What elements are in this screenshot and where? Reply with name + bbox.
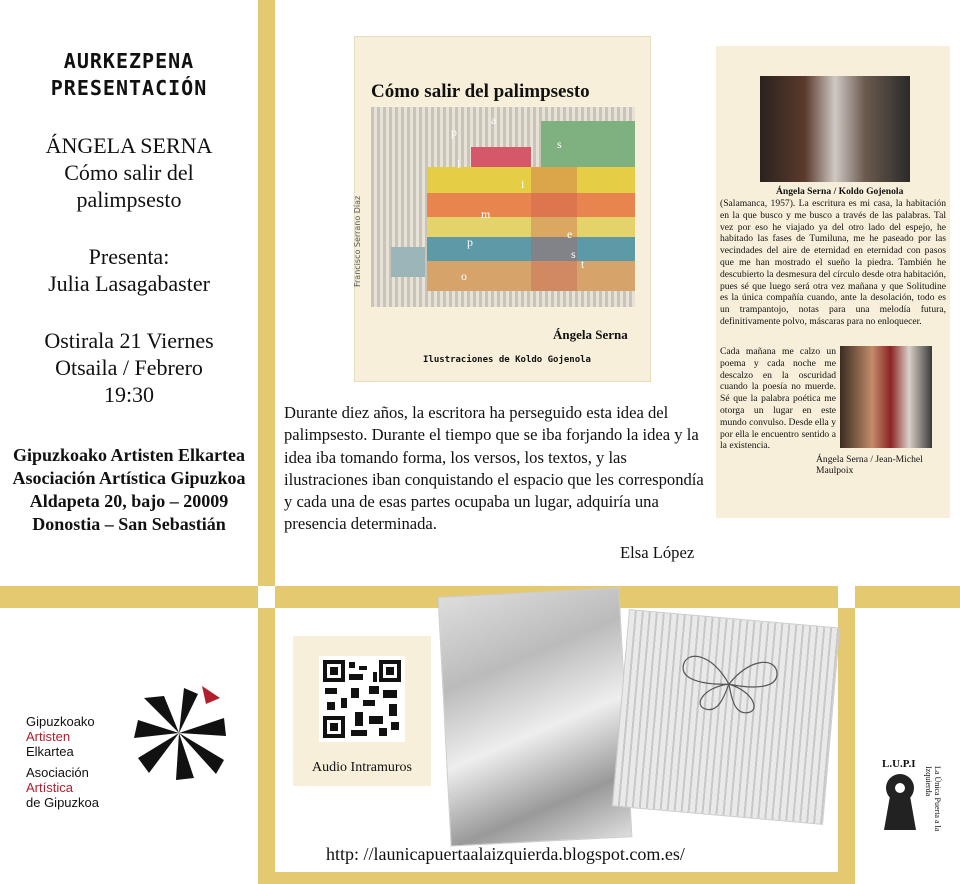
cover-letter: m xyxy=(481,207,491,221)
bio-text-2: Cada mañana me calzo un poema y cada noche me descalzo en la oscuridad cuando la poesía no muerde. Sé que la palabra poética me otorga un lugar en este mundo convulso. Desde ella y por ella le encuentro sentido a la existencia. xyxy=(720,346,836,452)
cover-letter: s xyxy=(571,247,576,261)
lupi-logo xyxy=(866,758,948,842)
book-title-line2: palimpsesto xyxy=(76,187,182,212)
logo-line-4: Asociación xyxy=(26,765,89,780)
cover-side-credit: Francisco Serrano Díaz xyxy=(353,195,362,287)
frame-vertical-left xyxy=(258,0,275,884)
logo-line-2: Artisten xyxy=(26,729,71,744)
logo-line-1: Gipuzkoako xyxy=(26,714,95,729)
cover-letter: p xyxy=(451,125,457,139)
cover-letter: t xyxy=(581,257,585,271)
cover-letter: p xyxy=(467,235,473,249)
cover-title: Cómo salir del palimpsesto xyxy=(371,81,590,102)
frame-bottom-bar xyxy=(275,872,838,884)
quote-author: Elsa López xyxy=(620,543,695,562)
frame-vertical-right xyxy=(838,586,855,884)
venue-city: Donostia – San Sebastián xyxy=(32,514,226,534)
bio-text-1: (Salamanca, 1957). La escritura es mi casa, la habitación en la que busco y me busco a través de las palabras. Tal vez por eso he viajado ya del otro lado del espejo, he habitado las fases de Tumiluna, me he paseado por las vecindades del aire de eternidad en eternidad con pasos que me han mostrado el sueño la piedra. También he descubierto la desmesura del círculo desde otra habitación, pues sé que luego será otra vez mañana y que Solitudine es la única compañía cuando, ante la desolación, todo es un trampantojo, notas para una melodía futura, definitivamente polvo, máscaras para no enloquecer. xyxy=(720,198,946,327)
photo-caption-1: Ángela Serna / Koldo Gojenola xyxy=(776,186,904,197)
qr-label: Audio Intramuros xyxy=(312,760,412,775)
cover-author: Ángela Serna xyxy=(553,327,628,342)
venue-address: Aldapeta 20, bajo – 20009 xyxy=(29,491,229,511)
butterfly-icon xyxy=(671,644,787,723)
cover-letter: o xyxy=(461,269,467,283)
left-column xyxy=(0,48,258,536)
lupi-text: La Única Puerta a la Izquierda xyxy=(924,766,942,832)
frame-square-white xyxy=(258,586,275,608)
book-title-line1: Cómo salir del xyxy=(64,160,194,185)
photo-serna-maulpoix xyxy=(840,346,932,448)
author-name: ÁNGELA SERNA xyxy=(45,133,213,158)
qr-box xyxy=(293,636,431,786)
event-date-line1: Ostirala 21 Viernes xyxy=(44,328,214,353)
piano-illustration xyxy=(438,587,633,846)
venue-spanish: Asociación Artística Gipuzkoa xyxy=(12,468,246,488)
artisten-elkartea-logo-text xyxy=(26,714,99,810)
cover-illustrations-credit: Ilustraciones de Koldo Gojenola xyxy=(423,355,591,365)
keyhole-icon xyxy=(880,772,920,832)
heading-spanish: PRESENTACIÓN xyxy=(50,76,208,100)
quote-text: Durante diez años, la escritora ha perseguido esta idea del palimpsesto. Durante el tiempo que se iba forjando la idea y la idea iba tomando forma, los versos, los textos, y las ilustraciones iban conquistando el espacio que les correspondía y cada una de esas partes ocupaba un lugar, adquiría una presencia determinada. xyxy=(284,403,704,534)
presenter-name: Julia Lasagabaster xyxy=(48,271,210,296)
photo-serna-gojenola xyxy=(760,76,910,182)
star-logo-icon xyxy=(124,678,234,788)
cover-letter: a xyxy=(491,113,497,127)
event-date-line2: Otsaila / Febrero xyxy=(55,355,203,380)
bio-box xyxy=(716,46,950,518)
event-time: 19:30 xyxy=(103,382,155,407)
qr-code-icon[interactable] xyxy=(319,656,405,742)
logo-line-3: Elkartea xyxy=(26,744,74,759)
book-cover xyxy=(354,36,651,382)
cover-artwork xyxy=(371,107,635,307)
butterfly-illustration xyxy=(612,609,840,825)
cover-letter: l xyxy=(457,157,461,171)
frame-square-white-2 xyxy=(838,586,855,608)
photo-caption-2: Ángela Serna / Jean-Michel Maulpoix xyxy=(816,454,923,476)
lupi-title: L.U.P.I xyxy=(882,758,916,770)
cover-letter: s xyxy=(557,137,562,151)
presenta-label: Presenta: xyxy=(88,244,170,269)
logo-line-6: de Gipuzkoa xyxy=(26,795,99,810)
venue-basque: Gipuzkoako Artisten Elkartea xyxy=(12,445,245,465)
logo-line-5: Artística xyxy=(26,780,73,795)
cover-letter: i xyxy=(521,177,525,191)
cover-letter: e xyxy=(567,227,573,241)
heading-basque: AURKEZPENA xyxy=(63,49,195,73)
blog-link[interactable]: http: //launicapuertaalaizquierda.blogspot.com.es/ xyxy=(326,844,685,864)
